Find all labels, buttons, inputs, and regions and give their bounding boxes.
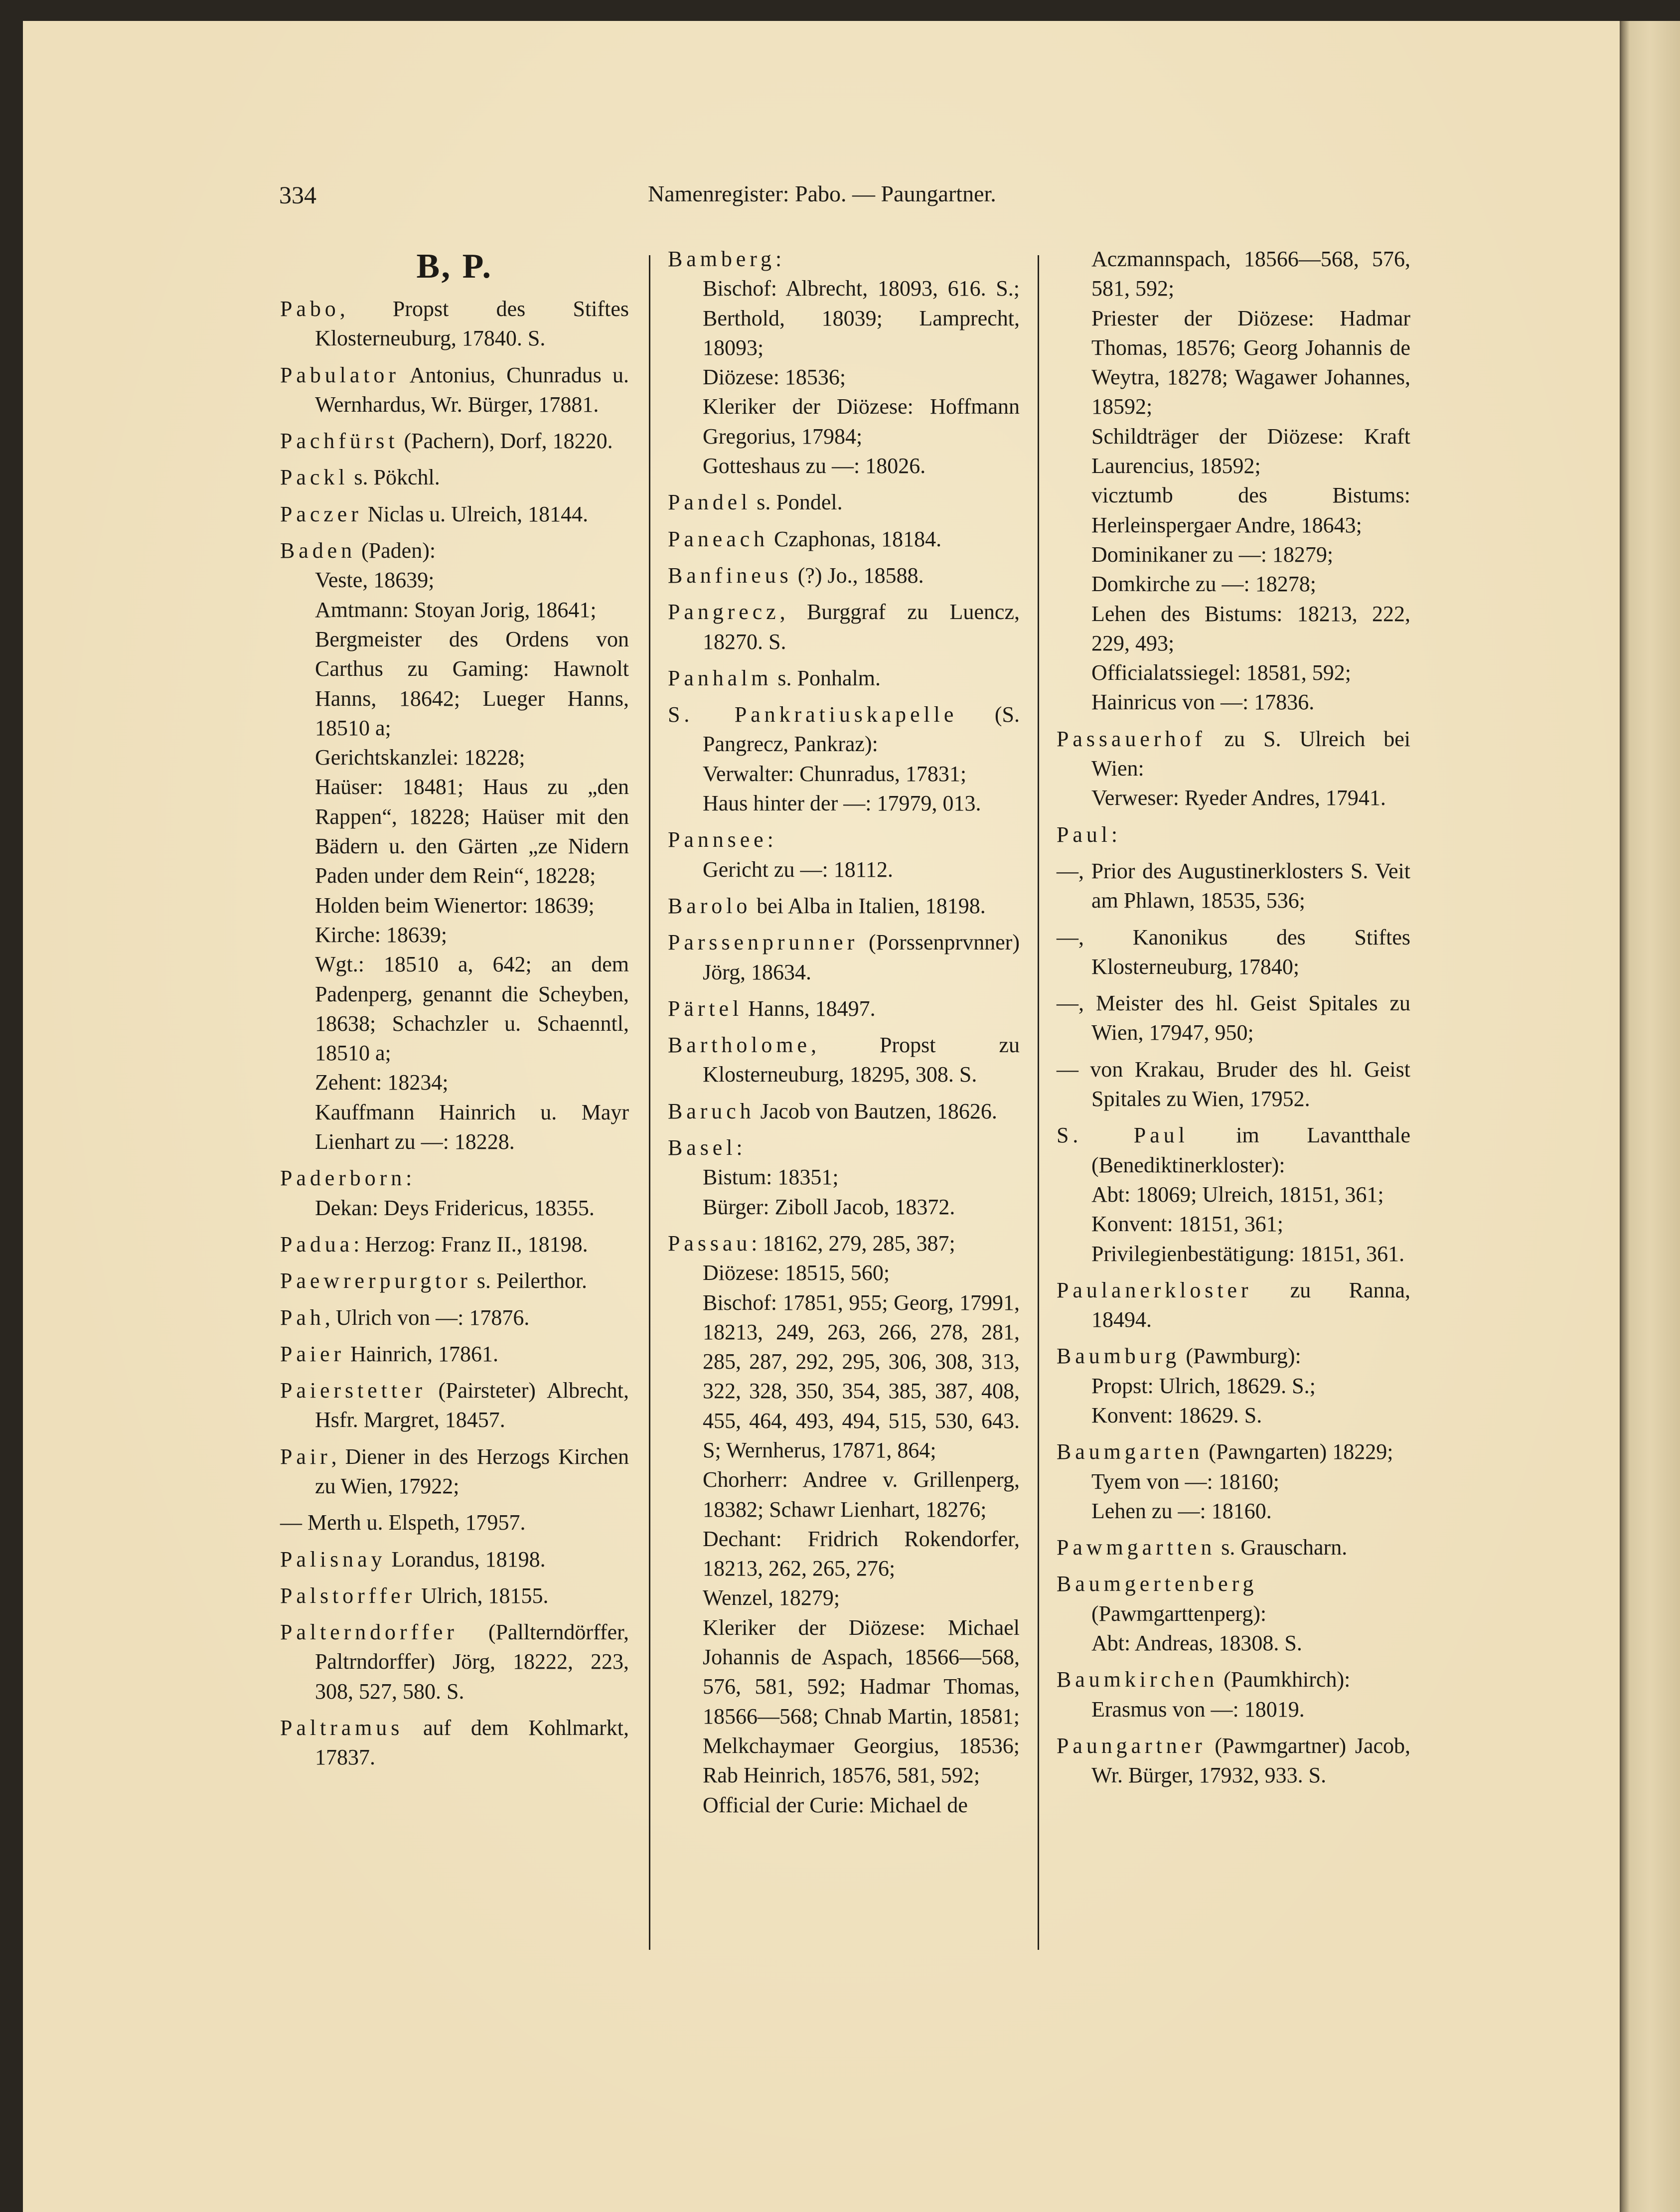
entry-heading	[1057, 1057, 1410, 1111]
entry-keyword: Pair	[280, 1444, 331, 1469]
index-entry	[280, 426, 629, 456]
entry-keyword: Paier	[280, 1341, 345, 1366]
entry-heading	[280, 363, 629, 417]
entry-text: (Porssenprvnner) Jörg, 18634.	[703, 930, 1020, 984]
entry-text: im Lavantthale (Benediktinerkloster):	[1091, 1123, 1410, 1177]
index-entry	[668, 700, 1020, 818]
entry-keyword: Baumkirchen	[1057, 1667, 1219, 1692]
index-entry	[668, 1133, 1020, 1222]
entry-heading	[668, 666, 881, 690]
entry-keyword: Paewrerpurgtor	[280, 1268, 471, 1293]
entry-keyword: Baumgertenberg	[1057, 1572, 1258, 1596]
entry-text: Niclas u. Ulreich, 18144.	[362, 501, 589, 526]
entry-heading	[668, 827, 773, 852]
entry-heading	[668, 1099, 997, 1123]
entry-keyword: Paltramus	[280, 1716, 404, 1740]
entry-text: zu S. Ulreich bei Wien:	[1091, 726, 1410, 781]
index-entry	[280, 1508, 629, 1537]
entry-text: , Ulrich von —: 17876.	[324, 1305, 530, 1330]
index-column-3	[1057, 244, 1410, 1797]
entry-text: , Propst zu Klosterneuburg, 18295, 308. S.	[703, 1033, 1020, 1087]
entry-text: Antonius, Chunradus u. Wernhardus, Wr. Bürger, 17881.	[315, 362, 629, 417]
column-rule	[649, 255, 650, 1950]
entry-subitem: Verwalter: Chunradus, 17831;	[703, 761, 967, 786]
entry-text: (Pairsteter) Albrecht, Hsfr. Margret, 18457.	[315, 1378, 629, 1432]
index-entry	[1057, 1275, 1410, 1335]
entry-subitem: Propst: Ulrich, 18629. S.;	[1091, 1373, 1316, 1398]
entry-subitem: vicztumb des Bistums: Herleinspergaer Andre, 18643;	[1091, 483, 1410, 537]
entry-text: —, Prior des Augustinerklosters S. Veit am Phlawn, 18535, 536;	[1057, 858, 1410, 913]
entry-text: s. Peilerthor.	[471, 1268, 587, 1293]
entry-keyword: Paczer	[280, 501, 362, 526]
entry-subitem: Bischof: 17851, 955; Georg, 17991, 18213, 249, 263, 266, 278, 281, 285, 287, 292, 295, 306, 308, 313, 322, 328, 350, 354, 385, 387, 408, 455, 464, 493, 494, 515, 530, 643. S; Wernherus, 17871, 864;	[703, 1290, 1020, 1462]
entry-subitem: Veste, 18639;	[315, 568, 435, 593]
index-entry	[668, 928, 1020, 987]
entry-text: (Paden):	[356, 538, 436, 563]
index-entry	[280, 536, 629, 1156]
entry-subitem: Bürger: Ziboll Jacob, 18372.	[703, 1194, 955, 1219]
entry-text: (Pawngarten) 18229;	[1203, 1439, 1393, 1464]
index-column-2	[668, 244, 1020, 1827]
entry-keyword: Bartholome	[668, 1033, 811, 1058]
index-entry	[280, 1545, 629, 1574]
entry-subitem: Haus hinter der —: 17979, 013.	[703, 791, 981, 816]
entry-heading	[668, 247, 781, 271]
entry-keyword: Passau	[668, 1231, 752, 1256]
entry-text: :	[736, 1135, 743, 1160]
entry-heading	[280, 1268, 587, 1293]
index-entry	[1057, 1569, 1410, 1658]
entry-text: Hanns, 18497.	[743, 996, 876, 1021]
entry-keyword: Pah	[280, 1305, 325, 1330]
entry-subitem: Priester der Diözese: Hadmar Thomas, 18576; Georg Johannis de Weytra, 18278; Wagawer Johannes, 18592;	[1091, 306, 1410, 419]
entry-text: , Burggraf zu Luencz, 18270. S.	[703, 600, 1020, 654]
entry-subitem: Verweser: Ryeder Andres, 17941.	[1091, 786, 1386, 810]
entry-text: :	[406, 1166, 412, 1191]
entry-subitem: Amtmann: Stoyan Jorig, 18641;	[315, 597, 597, 622]
index-entry	[1057, 856, 1410, 916]
entry-heading	[1057, 859, 1410, 913]
entry-text: — Merth u. Elspeth, 17957.	[280, 1510, 526, 1535]
entry-subitem: Aczmannspach, 18566—568, 576, 581, 592;	[1091, 247, 1410, 301]
entry-keyword: Palisnay	[280, 1547, 386, 1572]
entry-keyword: Parssenprunner	[668, 930, 859, 955]
index-entry	[668, 663, 1020, 693]
entry-text: zu Ranna, 18494.	[1091, 1277, 1410, 1332]
index-entry	[1057, 1055, 1410, 1114]
entry-subitem: Kleriker der Diözese: Michael Johannis de Aspach, 18566—568, 576, 581, 592; Hadmar Thomas, 18566—568; Chnab Martin, 18581; Melkchaymaer Georgius, 18536; Rab Heinrich, 18576, 581, 592;	[703, 1615, 1020, 1788]
entry-heading	[280, 538, 436, 563]
index-entry	[668, 244, 1020, 480]
entry-subitem: Dominikaner zu —: 18279;	[1091, 542, 1334, 567]
entry-heading	[1057, 1439, 1393, 1464]
entry-subitem: Gotteshaus zu —: 18026.	[703, 454, 926, 478]
entry-heading	[280, 1232, 588, 1257]
entry-subitem: Gericht zu —: 18112.	[703, 857, 894, 882]
entry-subitem: Bischof: Albrecht, 18093, 616. S.; Berthold, 18039; Lamprecht, 18093;	[703, 276, 1020, 360]
entry-heading	[668, 996, 876, 1021]
entry-heading	[668, 563, 924, 588]
index-entry	[668, 487, 1020, 517]
entry-text: bei Alba in Italien, 18198.	[751, 893, 986, 918]
entry-text: (Pawmgarttenperg):	[1091, 1601, 1267, 1626]
entry-subitem: Konvent: 18151, 361;	[1091, 1212, 1283, 1237]
index-entry	[280, 1376, 629, 1435]
index-entry	[280, 1266, 629, 1295]
entry-heading	[280, 1547, 546, 1572]
entry-keyword: Pawmgartten	[1057, 1535, 1216, 1560]
column-rule	[1038, 255, 1039, 1950]
entry-subitem: Bistum: 18351;	[703, 1165, 839, 1190]
entry-text: s. Pondel.	[751, 490, 843, 515]
entry-heading	[280, 1378, 629, 1432]
entry-heading	[1057, 991, 1410, 1045]
entry-keyword: S. Pankratiuskapelle	[668, 702, 958, 727]
entry-text: — von Krakau, Bruder des hl. Geist Spitales zu Wien, 17952.	[1057, 1057, 1410, 1111]
entry-heading	[668, 1135, 743, 1160]
index-entry	[668, 561, 1020, 590]
entry-text: s. Ponhalm.	[772, 665, 881, 690]
entry-keyword: Bamberg	[668, 247, 775, 271]
entry-text: Czaphonas, 18184.	[768, 526, 942, 551]
index-entry	[668, 994, 1020, 1023]
entry-heading	[280, 429, 613, 453]
index-entry	[280, 1303, 629, 1332]
entry-subitem: Abt: 18069; Ulreich, 18151, 361;	[1091, 1182, 1384, 1207]
entry-text: (?) Jo., 18588.	[792, 563, 924, 588]
entry-heading	[668, 930, 1020, 984]
entry-keyword: Barolo	[668, 893, 752, 918]
index-entry	[280, 499, 629, 529]
entry-heading	[668, 702, 1020, 756]
index-entry	[280, 360, 629, 420]
entry-heading	[668, 894, 986, 918]
entry-text: s. Grauscharn.	[1216, 1535, 1348, 1560]
entry-heading	[280, 465, 440, 489]
entry-subitem: Wenzel, 18279;	[703, 1585, 840, 1610]
entry-text: :	[767, 827, 773, 852]
entry-keyword: Banfineus	[668, 563, 792, 588]
index-entry	[280, 1163, 629, 1223]
entry-text: (Pawmburg):	[1180, 1344, 1301, 1369]
index-entry	[1057, 1120, 1410, 1268]
index-entry	[280, 1230, 629, 1259]
index-entry	[280, 1581, 629, 1610]
entry-heading	[668, 1033, 1020, 1087]
entry-heading	[280, 1716, 629, 1769]
index-entry	[1057, 1341, 1410, 1430]
entry-subitem: Haüser: 18481; Haus zu „den Rappen“, 18228; Haüser mit den Bädern u. den Gärten „ze Nidern Paden under dem Rein“, 18228;	[315, 775, 629, 888]
index-entry	[280, 294, 629, 353]
entry-heading	[280, 1444, 629, 1498]
entry-keyword: Panhalm	[668, 665, 772, 690]
index-entry	[1057, 1665, 1410, 1724]
entry-subitem: Abt: Andreas, 18308. S.	[1091, 1631, 1302, 1656]
entry-subitem: Kirche: 18639;	[315, 922, 448, 947]
entry-keyword: Passauerhof	[1057, 726, 1206, 751]
entry-text: (Pallterndörffer, Paltrndorffer) Jörg, 18222, 223, 308, 527, 580. S.	[315, 1620, 629, 1704]
index-entry	[668, 524, 1020, 554]
entry-heading	[280, 297, 629, 350]
entry-text: : Herzog: Franz II., 18198.	[353, 1232, 588, 1257]
index-entry	[1057, 820, 1410, 849]
index-entry	[280, 1713, 629, 1772]
entry-subitem: Gerichtskanzlei: 18228;	[315, 745, 525, 770]
entry-subitem: Dekan: Deys Fridericus, 18355.	[315, 1195, 595, 1220]
index-entry	[668, 1229, 1020, 1820]
entry-heading	[1057, 1734, 1410, 1787]
entry-heading	[1057, 1123, 1410, 1177]
entry-heading	[668, 1231, 955, 1256]
index-entry	[668, 891, 1020, 921]
entry-keyword: Paul	[1057, 822, 1111, 847]
entry-text: :	[1111, 822, 1118, 847]
entry-text: (Pawmgartner) Jacob, Wr. Bürger, 17932, 933. S.	[1091, 1733, 1410, 1788]
entry-subitem: Diözese: 18536;	[703, 365, 846, 390]
entry-heading	[1057, 925, 1410, 979]
entry-text: s. Pökchl.	[348, 465, 440, 490]
entry-keyword: Palstorffer	[280, 1583, 416, 1608]
index-entry	[1057, 1533, 1410, 1562]
entry-text: Lorandus, 18198.	[386, 1547, 546, 1572]
entry-text: (S. Pangrecz, Pankraz):	[703, 702, 1020, 757]
entry-subitem: Kleriker der Diözese: Hoffmann Gregorius, 17984;	[703, 394, 1020, 449]
entry-subitem: Zehent: 18234;	[315, 1070, 449, 1095]
entry-heading	[668, 490, 843, 514]
entry-text: —, Kanonikus des Stiftes Klosterneuburg, 17840;	[1057, 925, 1410, 979]
entry-subitem: Officialatssiegel: 18581, 592;	[1091, 660, 1351, 685]
entry-heading	[668, 527, 941, 551]
entry-heading	[1057, 1535, 1347, 1560]
entry-heading	[280, 1620, 629, 1704]
entry-heading	[280, 1305, 529, 1330]
entry-keyword: Baden	[280, 538, 356, 563]
index-entry	[668, 825, 1020, 884]
entry-subitem: Hainricus von —: 17836.	[1091, 690, 1315, 715]
index-entry	[668, 597, 1020, 656]
entry-subitem: Domkirche zu —: 18278;	[1091, 572, 1316, 597]
entry-heading	[280, 1510, 526, 1535]
entry-subitem: Kauffmann Hainrich u. Mayr Lienhart zu —: 18228.	[315, 1100, 629, 1154]
index-entry	[280, 1339, 629, 1369]
entry-keyword: Baruch	[668, 1099, 755, 1123]
entry-subitem: Lehen zu —: 18160.	[1091, 1498, 1272, 1523]
entry-heading	[280, 1166, 412, 1190]
entry-subitem: Bergmeister des Ordens von Carthus zu Gaming: Hawnolt Hanns, 18642; Lueger Hanns, 18510 a;	[315, 627, 629, 740]
entry-heading	[1057, 1278, 1410, 1332]
entry-text: : 18162, 279, 285, 387;	[751, 1231, 955, 1256]
entry-subitem: Holden beim Wienertor: 18639;	[315, 893, 595, 918]
entry-keyword: Pangrecz	[668, 600, 780, 625]
entry-keyword: Pandel	[668, 490, 752, 515]
entry-text: , Diener in des Herzogs Kirchen zu Wien, 17922;	[315, 1444, 629, 1498]
entry-keyword: Baumburg	[1057, 1344, 1181, 1369]
index-entry	[1057, 244, 1410, 717]
entry-subitem: Official der Curie: Michael de	[703, 1792, 968, 1817]
entry-text: Hainrich, 17861.	[345, 1341, 498, 1366]
entry-keyword: Baumgarten	[1057, 1439, 1204, 1464]
entry-heading	[668, 600, 1020, 653]
index-entry	[280, 463, 629, 492]
entry-text: , Propst des Stiftes Klosterneuburg, 17840. S.	[315, 297, 629, 351]
entry-heading	[1057, 1344, 1301, 1368]
section-title: B, P.	[416, 247, 493, 286]
entry-keyword: Paierstetter	[280, 1378, 426, 1403]
running-title: Namenregister: Pabo. — Paungartner.	[648, 181, 996, 206]
entry-text: auf dem Kohlmarkt, 17837.	[315, 1716, 629, 1770]
entry-keyword: Pabulator	[280, 362, 400, 387]
index-entry	[1057, 988, 1410, 1048]
entry-keyword: Palterndorffer	[280, 1620, 458, 1645]
entry-subitem: Dechant: Fridrich Rokendorfer, 18213, 262, 265, 276;	[703, 1526, 1020, 1581]
entry-text: :	[775, 247, 782, 271]
entry-subitem: Erasmus von —: 18019.	[1091, 1697, 1305, 1722]
index-entry	[668, 1097, 1020, 1126]
index-entry	[1057, 1437, 1410, 1526]
index-entry	[1057, 724, 1410, 813]
entry-keyword: Pärtel	[668, 996, 743, 1021]
entry-heading	[1057, 822, 1117, 847]
entry-keyword: Pannsee	[668, 827, 767, 852]
entry-keyword: Padua	[280, 1232, 354, 1257]
entry-subitem: Schildträger der Diözese: Kraft Laurencius, 18592;	[1091, 424, 1410, 478]
entry-heading	[280, 1342, 498, 1366]
index-entry	[668, 1030, 1020, 1090]
entry-subitem: Diözese: 18515, 560;	[703, 1261, 890, 1285]
entry-keyword: Packl	[280, 465, 349, 490]
entry-heading	[1057, 1572, 1266, 1625]
entry-keyword: Paderborn	[280, 1166, 406, 1191]
index-column-1	[280, 244, 629, 1779]
entry-keyword: Basel	[668, 1135, 737, 1160]
entry-text: (Pachern), Dorf, 18220.	[398, 429, 613, 454]
entry-text: Ulrich, 18155.	[416, 1583, 549, 1608]
entry-subitem: Lehen des Bistums: 18213, 222, 229, 493;	[1091, 601, 1410, 655]
entry-heading	[1057, 1667, 1350, 1692]
entry-text: (Paumkhirch):	[1218, 1667, 1351, 1692]
entry-heading	[280, 1583, 548, 1608]
entry-text: —, Meister des hl. Geist Spitales zu Wien, 17947, 950;	[1057, 991, 1410, 1045]
entry-subitem: Wgt.: 18510 a, 642; an dem Padenperg, genannt die Scheyben, 18638; Schachzler u. Schaenntl, 18510 a;	[315, 952, 629, 1066]
entry-subitem: Konvent: 18629. S.	[1091, 1403, 1262, 1427]
entry-keyword: S. Paul	[1057, 1123, 1189, 1148]
page-number: 334	[279, 181, 316, 209]
entry-heading	[280, 502, 588, 526]
page-fold-shadow	[1620, 21, 1680, 2212]
entry-subitem: Tyem von —: 18160;	[1091, 1469, 1280, 1494]
entry-subitem: Privilegienbestätigung: 18151, 361.	[1091, 1241, 1405, 1266]
entry-keyword: Paulanerkloster	[1057, 1277, 1252, 1302]
entry-keyword: Paneach	[668, 526, 769, 551]
index-entry	[280, 1617, 629, 1706]
entry-subitem: Chorherr: Andree v. Grillenperg, 18382; Schawr Lienhart, 18276;	[703, 1467, 1020, 1522]
index-entry	[280, 1442, 629, 1501]
entry-keyword: Paungartner	[1057, 1733, 1206, 1758]
entry-text: Jacob von Bautzen, 18626.	[755, 1099, 997, 1123]
index-entry	[1057, 923, 1410, 982]
entry-keyword: Pabo	[280, 297, 340, 321]
entry-heading	[1057, 727, 1410, 781]
index-entry	[1057, 1731, 1410, 1790]
entry-keyword: Pachfürst	[280, 429, 399, 454]
